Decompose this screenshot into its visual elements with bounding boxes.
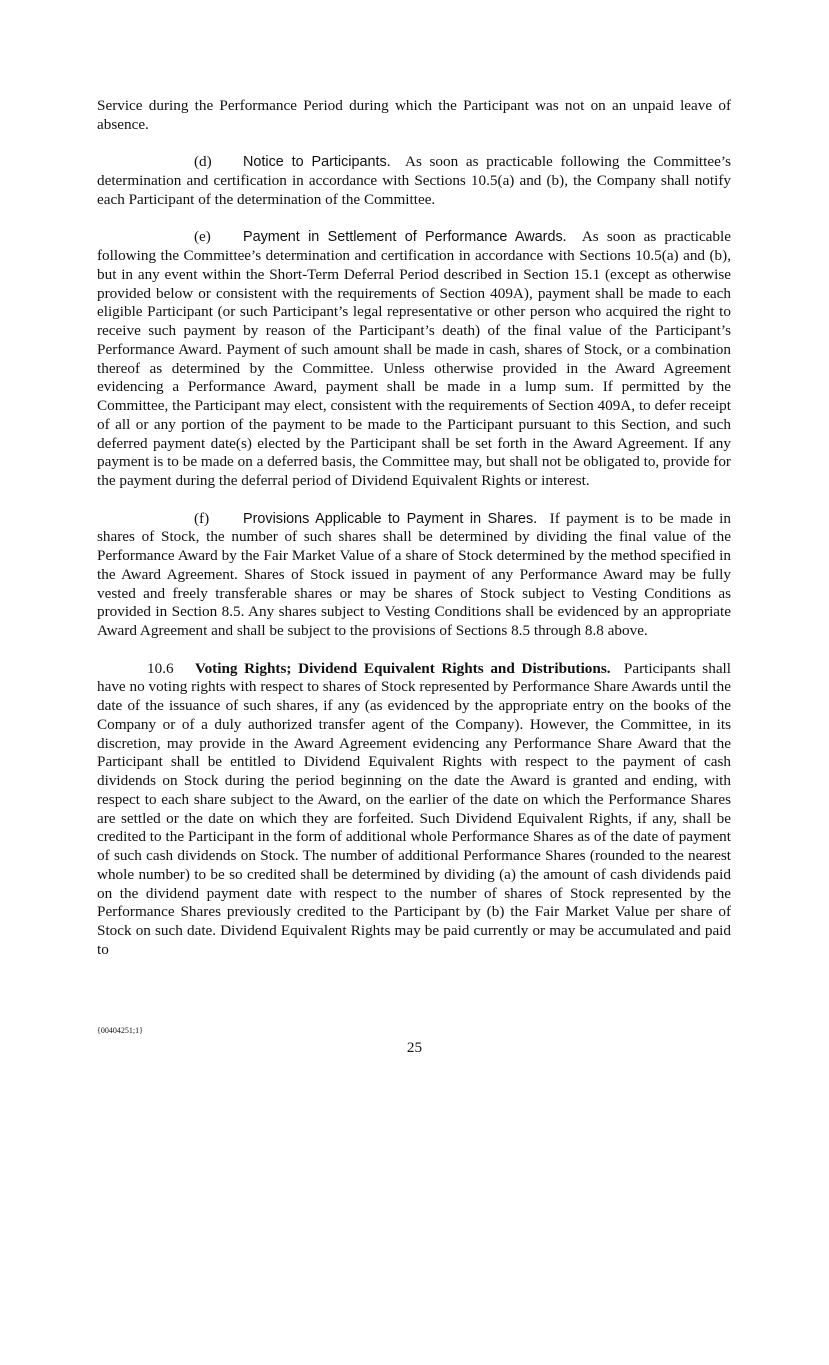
section-10-6-paragraph xyxy=(97,660,731,960)
section-d-body: As soon as practicable following the Committee’s determination and certification in accordance with Sections 10.5(a) and (b), the Company shall notify each Participant of the determination of the Committee. xyxy=(97,153,731,208)
continuation-text: Service during the Performance Period during which the Participant was not on an unpaid leave of absence. xyxy=(97,97,731,133)
section-f-heading: Provisions Applicable to Payment in Shares xyxy=(243,510,534,527)
section-d-heading: Notice to Participants xyxy=(243,154,387,171)
section-e-number: (e) xyxy=(194,228,211,246)
section-10-6-number: 10.6 xyxy=(147,659,174,677)
section-10-6-body: Participants shall have no voting rights with respect to shares of Stock represented by Performance Share Awards until the date of the issuance of such shares, if any (as evidenced by the appropriate entry on the books of the Company or of a duly authorized transfer agent of the Company). However, the Committee, in its discretion, may provide in the Award Agreement evidencing any Performance Share Award that the Participant shall be entitled to Dividend Equivalent Rights with respect to the payment of cash dividends on Stock during the period beginning on the date the Award is granted and ending, with respect to each share subject to the Award, on the earlier of the date on which the Performance Shares are settled or the date on which they are forfeited. Such Dividend Equivalent Rights, if any, shall be credited to the Participant in the form of additional whole Performance Shares as of the date of payment of such cash dividends on Stock. The number of additional Performance Shares (rounded to the nearest whole number) to be so credited shall be determined by dividing (a) the amount of cash dividends paid on the dividend payment date with respect to the number of shares of Stock represented by the Performance Shares previously credited to the Participant by (b) the Fair Market Value per share of Stock on such date. Dividend Equivalent Rights may be paid currently or may be accumulated and paid to xyxy=(97,659,731,958)
section-e-body: As soon as practicable following the Committee’s determination and certification in accordance with Sections 10.5(a) and (b), but in any event within the Short-Term Deferral Period described in Section 15.1 (except as otherwise provided below or consistent with the requirements of Section 409A), payment shall be made to each eligible Participant (or such Participant’s legal representative or other person who acquired the right to receive such payment by reason of the Participant’s death) of the final value of the Participant’s Performance Award. Payment of such amount shall be made in cash, shares of Stock, or a combination thereof as determined by the Committee. Unless otherwise provided in the Award Agreement evidencing a Performance Award, payment shall be made in a lump sum. If permitted by the Committee, the Participant may elect, consistent with the requirements of Section 409A, to defer receipt of all or any portion of the payment to be made to the Participant pursuant to this Section, and such deferred payment date(s) elected by the Participant shall be set forth in the Award Agreement. If any payment is to be made on a deferred basis, the Committee may, but shall not be obligated to, provide for the payment during the deferral period of Dividend Equivalent Rights or interest. xyxy=(97,228,731,489)
section-f-number: (f) xyxy=(194,509,210,527)
section-f-body: If payment is to be made in shares of Stock, the number of such shares shall be determined by dividing the final value of the Performance Award by the Fair Market Value of a share of Stock determined by the method specified in the Award Agreement. Shares of Stock issued in payment of any Performance Award may be fully vested and freely transferable shares or may be shares of Stock subject to Vesting Conditions as provided in Section 8.5. Any shares subject to Vesting Conditions shall be evidenced by an appropriate Award Agreement and shall be subject to the provisions of Sections 8.5 through 8.8 above. xyxy=(97,509,731,639)
document-page xyxy=(97,97,731,978)
page-number: 25 xyxy=(406,1039,423,1056)
section-d-paragraph: (d) Notice to Participants. As soon as practicable following the Committee’s determination and certification in accordance with Sections 10.5(a) and (b), the Company shall notify each Participant of the determination of the Committee. xyxy=(97,153,731,208)
section-d-number: (d) xyxy=(194,153,212,171)
continuation-paragraph xyxy=(97,97,731,135)
section-e-paragraph: (e) Payment in Settlement of Performance Awards. As soon as practicable following the Committee’s determination and certification in accordance with Sections 10.5(a) and (b), but in any event within the Short-Term Deferral Period described in Section 15.1 (except as otherwise provided below or consistent with the requirements of Section 409A), payment shall be made to each eligible Participant (or such Participant’s legal representative or other person who acquired the right to receive such payment by reason of the Participant’s death) of the final value of the Participant’s Performance Award. Payment of such amount shall be made in cash, shares of Stock, or a combination thereof as determined by the Committee. Unless otherwise provided in the Award Agreement evidencing a Performance Award, payment shall be made in a lump sum. If permitted by the Committee, the Participant may elect, consistent with the requirements of Section 409A, to defer receipt of all or any portion of the payment to be made to the Participant pursuant to this Section, and such deferred payment date(s) elected by the Participant shall be set forth in the Award Agreement. If any payment is to be made on a deferred basis, the Committee may, but shall not be obligated to, provide for the payment during the deferral period of Dividend Equivalent Rights or interest. xyxy=(97,228,731,489)
section-f-paragraph: (f) Provisions Applicable to Payment in Shares. If payment is to be made in shares of Stock, the number of such shares shall be determined by dividing the final value of the Performance Award by the Fair Market Value of a share of Stock determined by the method specified in the Award Agreement. Shares of Stock issued in payment of any Performance Award may be fully vested and freely transferable shares or may be shares of Stock subject to Vesting Conditions as provided in Section 8.5. Any shares subject to Vesting Conditions shall be evidenced by an appropriate Award Agreement and shall be subject to the provisions of Sections 8.5 through 8.8 above. xyxy=(97,509,731,639)
section-10-6-heading: Voting Rights; Dividend Equivalent Rights and Distributions. xyxy=(195,659,611,677)
section-e-heading: Payment in Settlement of Performance Awards xyxy=(243,229,563,246)
document-id: {00404251;1} xyxy=(97,1026,143,1035)
